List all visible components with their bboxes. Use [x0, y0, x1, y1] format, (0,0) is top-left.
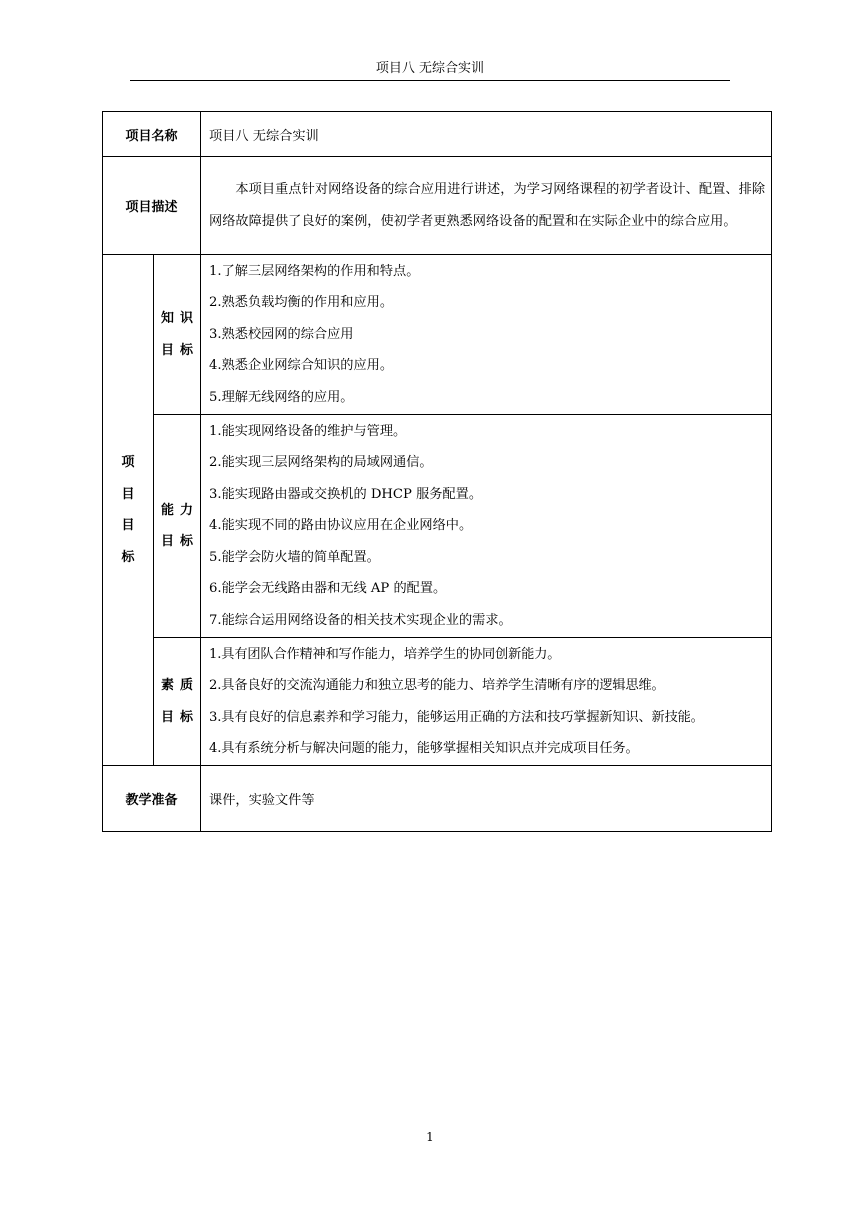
project-description-label: 项目描述 [103, 157, 201, 255]
list-item: 3.熟悉校园网的综合应用 [209, 326, 354, 342]
page-header: 项目八 无综合实训 [375, 61, 485, 76]
knowledge-goals-label-line2: 目标 [161, 342, 200, 358]
list-item: 2.熟悉负载均衡的作用和应用。 [209, 295, 394, 311]
ability-goals-label [154, 415, 201, 638]
teaching-preparation-label: 教学准备 [103, 766, 201, 832]
project-description-value: 本项目重点针对网络设备的综合应用进行讲述，为学习网络课程的初学者设计、配置、排除网络故障提供了良好的案例，使初学者更熟悉网络设备的配置和在实际企业中的综合应用。 [209, 182, 766, 229]
list-item: 1.了解三层网络架构的作用和特点。 [209, 263, 420, 279]
project-goals-label-char: 项 [121, 455, 135, 470]
list-item: 1.能实现网络设备的维护与管理。 [209, 423, 407, 439]
list-item: 6.能学会无线路由器和无线 AP 的配置。 [209, 581, 447, 597]
table-row-knowledge-goals [103, 255, 772, 415]
quality-goals-label-line2: 目标 [161, 709, 200, 725]
ability-goals-cell [201, 415, 772, 638]
ability-goals-label-line2: 目标 [161, 534, 200, 549]
knowledge-goals-label [154, 255, 201, 415]
list-item: 1.具有团队合作精神和写作能力，培养学生的协同创新能力。 [209, 646, 561, 662]
list-item: 4.具有系统分析与解决问题的能力，能够掌握相关知识点并完成项目任务。 [209, 741, 639, 756]
quality-goals-label [154, 638, 201, 766]
project-goals-label-char: 标 [121, 549, 135, 565]
list-item: 4.能实现不同的路由协议应用在企业网络中。 [209, 518, 473, 534]
page-number: 1 [426, 1130, 434, 1144]
list-item: 2.具备良好的交流沟通能力和独立思考的能力、培养学生清晰有序的逻辑思维。 [209, 678, 665, 693]
project-description-cell [201, 157, 772, 255]
project-info-table [102, 111, 772, 832]
table-row-project-name [103, 112, 772, 157]
teaching-preparation-value: 课件，实验文件等 [209, 793, 315, 808]
list-item: 5.理解无线网络的应用。 [209, 389, 354, 405]
table-row-teaching-preparation [103, 766, 772, 832]
list-item: 3.具有良好的信息素养和学习能力，能够运用正确的方法和技巧掌握新知识、新技能。 [209, 709, 704, 725]
table-row-ability-goals [103, 415, 772, 638]
project-name-value: 项目八 无综合实训 [209, 128, 319, 144]
quality-goals-cell [201, 638, 772, 766]
teaching-preparation-cell [201, 766, 772, 832]
list-item: 4.熟悉企业网综合知识的应用。 [209, 358, 394, 374]
project-goals-label-char: 目 [121, 518, 135, 533]
table-row-quality-goals [103, 638, 772, 766]
list-item: 7.能综合运用网络设备的相关技术实现企业的需求。 [209, 612, 512, 628]
project-name-cell [201, 112, 772, 157]
ability-goals-label-line1: 能力 [161, 502, 200, 518]
list-item: 2.能实现三层网络架构的局域网通信。 [209, 455, 433, 471]
project-goals-label [103, 255, 154, 766]
project-name-label: 项目名称 [103, 112, 201, 157]
knowledge-goals-cell [201, 255, 772, 415]
project-goals-label-char: 目 [121, 486, 135, 502]
knowledge-goals-label-line1: 知识 [161, 311, 200, 326]
quality-goals-label-line1: 素质 [161, 678, 200, 693]
table-row-project-description [103, 157, 772, 255]
list-item: 3.能实现路由器或交换机的 DHCP 服务配置。 [209, 486, 483, 502]
list-item: 5.能学会防火墙的简单配置。 [209, 549, 380, 565]
header-rule [130, 80, 730, 81]
